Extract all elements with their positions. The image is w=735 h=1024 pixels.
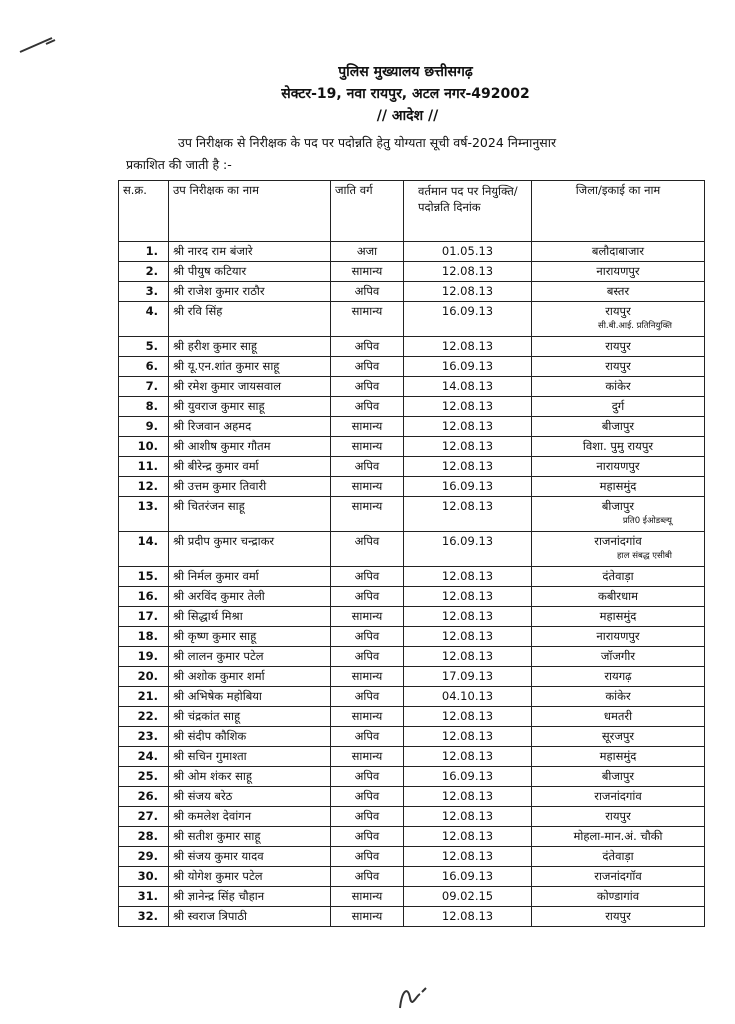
date-cell: 09.02.15 (404, 887, 532, 907)
serial-cell: 25. (119, 767, 169, 787)
date-cell: 12.08.13 (404, 262, 532, 282)
category-cell: अपिव (331, 457, 404, 477)
date-cell: 17.09.13 (404, 667, 532, 687)
category-cell: अपिव (331, 282, 404, 302)
district-cell (532, 262, 705, 282)
date-cell: 01.05.13 (404, 242, 532, 262)
district-name: रायपुर (605, 304, 631, 318)
category-cell: अजा (331, 242, 404, 262)
district-name: नारायणपुर (596, 629, 640, 643)
district-name: रायपुर (605, 809, 631, 823)
district-name: नारायणपुर (596, 264, 640, 278)
table-row (119, 302, 705, 337)
table-row (119, 417, 705, 437)
name-cell: श्री अरविंद कुमार तेली (169, 587, 331, 607)
header-category: जाति वर्ग (331, 181, 404, 242)
date-cell: 12.08.13 (404, 397, 532, 417)
district-cell (532, 497, 705, 532)
category-cell: सामान्य (331, 907, 404, 927)
serial-cell: 9. (119, 417, 169, 437)
district-cell (532, 567, 705, 587)
district-cell (532, 282, 705, 302)
date-cell: 12.08.13 (404, 282, 532, 302)
table-row (119, 497, 705, 532)
table-header-row (119, 181, 705, 242)
name-cell: श्री स्वराज त्रिपाठी (169, 907, 331, 927)
table-row (119, 767, 705, 787)
district-note: प्रति0 ईओडब्ल्यू (622, 516, 672, 526)
district-name: कांकेर (605, 689, 631, 703)
district-name: धमतरी (603, 709, 633, 723)
name-cell: श्री कमलेश देवांगन (169, 807, 331, 827)
district-cell (532, 867, 705, 887)
name-cell: श्री योगेश कुमार पटेल (169, 867, 331, 887)
serial-cell: 19. (119, 647, 169, 667)
name-cell: श्री संदीप कौशिक (169, 727, 331, 747)
district-name: राजनांदगॉव (594, 869, 642, 883)
name-cell: श्री सतीश कुमार साहू (169, 827, 331, 847)
date-cell: 12.08.13 (404, 587, 532, 607)
district-cell (532, 727, 705, 747)
category-cell: अपिव (331, 567, 404, 587)
district-cell (532, 587, 705, 607)
date-cell: 12.08.13 (404, 647, 532, 667)
name-cell: श्री नारद राम बंजारे (169, 242, 331, 262)
date-cell: 16.09.13 (404, 532, 532, 567)
district-name: राजनांदगांव (594, 789, 642, 803)
name-cell: श्री सिद्धार्थ मिश्रा (169, 607, 331, 627)
district-cell (532, 767, 705, 787)
serial-cell: 27. (119, 807, 169, 827)
category-cell: अपिव (331, 397, 404, 417)
serial-cell: 3. (119, 282, 169, 302)
district-cell (532, 607, 705, 627)
name-cell: श्री रवि सिंह (169, 302, 331, 337)
category-cell: सामान्य (331, 607, 404, 627)
date-cell: 16.09.13 (404, 302, 532, 337)
district-cell (532, 457, 705, 477)
name-cell: श्री निर्मल कुमार वर्मा (169, 567, 331, 587)
category-cell: सामान्य (331, 497, 404, 532)
category-cell: अपिव (331, 867, 404, 887)
district-cell (532, 627, 705, 647)
name-cell: श्री अशोक कुमार शर्मा (169, 667, 331, 687)
district-name: सूरजपुर (601, 729, 635, 743)
serial-cell: 30. (119, 867, 169, 887)
district-cell (532, 242, 705, 262)
category-cell: अपिव (331, 787, 404, 807)
name-cell: श्री हरीश कुमार साहू (169, 337, 331, 357)
date-cell: 12.08.13 (404, 907, 532, 927)
serial-cell: 21. (119, 687, 169, 707)
category-cell: सामान्य (331, 887, 404, 907)
table-row (119, 567, 705, 587)
date-cell: 12.08.13 (404, 787, 532, 807)
district-name: रायगढ़ (604, 669, 632, 683)
table-row (119, 437, 705, 457)
table-row (119, 397, 705, 417)
serial-cell: 28. (119, 827, 169, 847)
table-row (119, 647, 705, 667)
name-cell: श्री सचिन गुमाश्ता (169, 747, 331, 767)
category-cell: सामान्य (331, 477, 404, 497)
order-title: // आदेश // (376, 108, 439, 124)
name-cell: श्री आशीष कुमार गौतम (169, 437, 331, 457)
serial-cell: 14. (119, 532, 169, 567)
name-cell: श्री कृष्ण कुमार साहू (169, 627, 331, 647)
header-serial: स.क्र. (119, 181, 169, 242)
category-cell: अपिव (331, 767, 404, 787)
district-cell (532, 357, 705, 377)
date-cell: 12.08.13 (404, 497, 532, 532)
name-cell: श्री ओम शंकर साहू (169, 767, 331, 787)
district-name: दंतेवाड़ा (602, 569, 634, 583)
category-cell: अपिव (331, 627, 404, 647)
date-cell: 14.08.13 (404, 377, 532, 397)
serial-cell: 18. (119, 627, 169, 647)
name-cell: श्री संजय कुमार यादव (169, 847, 331, 867)
district-name: महासमुंद (599, 609, 637, 623)
name-cell: श्री चंद्रकांत साहू (169, 707, 331, 727)
district-cell (532, 827, 705, 847)
category-cell: अपिव (331, 337, 404, 357)
header-name: उप निरीक्षक का नाम (169, 181, 331, 242)
district-name: बीजापुर (601, 419, 635, 433)
table-row (119, 477, 705, 497)
district-note: हाल संबद्ध एसीबी (617, 551, 672, 561)
table-row (119, 337, 705, 357)
district-name: दुर्ग (611, 399, 625, 413)
pen-stroke-mark (0, 0, 80, 60)
date-cell: 12.08.13 (404, 457, 532, 477)
table-row (119, 607, 705, 627)
date-cell: 16.09.13 (404, 867, 532, 887)
district-cell (532, 887, 705, 907)
table-row (119, 587, 705, 607)
district-cell (532, 847, 705, 867)
district-name: बीजापुर (601, 499, 635, 513)
name-cell: श्री रिजवान अहमद (169, 417, 331, 437)
district-name: बस्तर (606, 284, 630, 298)
serial-cell: 8. (119, 397, 169, 417)
district-cell (532, 337, 705, 357)
category-cell: सामान्य (331, 262, 404, 282)
serial-cell: 15. (119, 567, 169, 587)
name-cell: श्री प्रदीप कुमार चन्द्राकर (169, 532, 331, 567)
intro-text-line2: प्रकाशित की जाती है :- (126, 157, 232, 172)
category-cell: सामान्य (331, 437, 404, 457)
date-cell: 16.09.13 (404, 477, 532, 497)
category-cell: अपिव (331, 532, 404, 567)
district-name: रायपुर (605, 909, 631, 923)
serial-cell: 17. (119, 607, 169, 627)
intro-text-line1: उप निरीक्षक से निरीक्षक के पद पर पदोन्नति हेतु योग्यता सूची वर्ष-2024 निम्नानुसार (178, 135, 557, 150)
category-cell: सामान्य (331, 707, 404, 727)
table-row (119, 377, 705, 397)
table-row (119, 667, 705, 687)
date-cell: 04.10.13 (404, 687, 532, 707)
district-name: जॉजगीर (600, 649, 636, 663)
category-cell: अपिव (331, 847, 404, 867)
name-cell: श्री पीयुष कटियार (169, 262, 331, 282)
header-district: जिला/इकाई का नाम (532, 181, 705, 242)
date-cell: 12.08.13 (404, 607, 532, 627)
district-cell (532, 807, 705, 827)
table-row (119, 262, 705, 282)
category-cell: अपिव (331, 647, 404, 667)
district-cell (532, 647, 705, 667)
category-cell: अपिव (331, 807, 404, 827)
category-cell: अपिव (331, 727, 404, 747)
name-cell: श्री राजेश कुमार राठौर (169, 282, 331, 302)
district-name: कबीरधाम (597, 589, 638, 603)
date-cell: 12.08.13 (404, 707, 532, 727)
office-address: सेक्टर-19, नवा रायपुर, अटल नगर-492002 (281, 86, 530, 102)
district-name: कोण्डागांव (596, 889, 640, 903)
serial-cell: 26. (119, 787, 169, 807)
district-name: नारायणपुर (596, 459, 640, 473)
category-cell: अपिव (331, 687, 404, 707)
category-cell: सामान्य (331, 417, 404, 437)
district-cell (532, 437, 705, 457)
district-name: बलौदाबाजार (591, 244, 645, 258)
district-name: महासमुंद (599, 479, 637, 493)
serial-cell: 31. (119, 887, 169, 907)
signature-mark (394, 978, 434, 1018)
serial-cell: 24. (119, 747, 169, 767)
table-row (119, 357, 705, 377)
district-cell (532, 477, 705, 497)
name-cell: श्री रमेश कुमार जायसवाल (169, 377, 331, 397)
category-cell: सामान्य (331, 747, 404, 767)
eligibility-list-table (118, 180, 705, 927)
date-cell: 12.08.13 (404, 437, 532, 457)
serial-cell: 12. (119, 477, 169, 497)
district-cell (532, 747, 705, 767)
name-cell: श्री ज्ञानेन्द्र सिंह चौहान (169, 887, 331, 907)
table-row (119, 747, 705, 767)
category-cell: अपिव (331, 827, 404, 847)
name-cell: श्री यू.एन.शांत कुमार साहू (169, 357, 331, 377)
table-row (119, 907, 705, 927)
district-cell (532, 787, 705, 807)
district-cell (532, 687, 705, 707)
serial-cell: 16. (119, 587, 169, 607)
district-cell (532, 397, 705, 417)
serial-cell: 6. (119, 357, 169, 377)
table-row (119, 707, 705, 727)
table-row (119, 457, 705, 477)
serial-cell: 5. (119, 337, 169, 357)
district-note: सी.बी.आई. प्रतिनियुक्ति (597, 321, 672, 331)
serial-cell: 2. (119, 262, 169, 282)
header-appointment-date: वर्तमान पद पर नियुक्ति/पदोन्नति दिनांक (404, 181, 532, 242)
district-name: बीजापुर (601, 769, 635, 783)
date-cell: 12.08.13 (404, 337, 532, 357)
district-cell (532, 302, 705, 337)
date-cell: 12.08.13 (404, 827, 532, 847)
serial-cell: 10. (119, 437, 169, 457)
district-name: रायपुर (605, 359, 631, 373)
district-name: दंतेवाड़ा (602, 849, 634, 863)
serial-cell: 32. (119, 907, 169, 927)
serial-cell: 29. (119, 847, 169, 867)
district-cell (532, 667, 705, 687)
date-cell: 16.09.13 (404, 357, 532, 377)
date-cell: 12.08.13 (404, 807, 532, 827)
district-cell (532, 377, 705, 397)
name-cell: श्री चितरंजन साहू (169, 497, 331, 532)
category-cell: सामान्य (331, 667, 404, 687)
district-name: विशा. पुमु रायपुर (582, 439, 654, 453)
table-row (119, 282, 705, 302)
serial-cell: 7. (119, 377, 169, 397)
name-cell: श्री लालन कुमार पटेल (169, 647, 331, 667)
serial-cell: 23. (119, 727, 169, 747)
serial-cell: 13. (119, 497, 169, 532)
district-name: महासमुंद (599, 749, 637, 763)
district-name: कांकेर (605, 379, 631, 393)
serial-cell: 1. (119, 242, 169, 262)
date-cell: 12.08.13 (404, 627, 532, 647)
table-row (119, 787, 705, 807)
date-cell: 12.08.13 (404, 727, 532, 747)
table-row (119, 807, 705, 827)
serial-cell: 4. (119, 302, 169, 337)
category-cell: अपिव (331, 377, 404, 397)
date-cell: 12.08.13 (404, 567, 532, 587)
category-cell: अपिव (331, 587, 404, 607)
serial-cell: 20. (119, 667, 169, 687)
district-name: रायपुर (605, 339, 631, 353)
name-cell: श्री अभिषेक महोबिया (169, 687, 331, 707)
table-row (119, 687, 705, 707)
name-cell: श्री बीरेन्द्र कुमार वर्मा (169, 457, 331, 477)
category-cell: अपिव (331, 357, 404, 377)
date-cell: 12.08.13 (404, 417, 532, 437)
table-row (119, 887, 705, 907)
name-cell: श्री युवराज कुमार साहू (169, 397, 331, 417)
category-cell: सामान्य (331, 302, 404, 337)
district-cell (532, 532, 705, 567)
table-row (119, 847, 705, 867)
date-cell: 16.09.13 (404, 767, 532, 787)
table-row (119, 532, 705, 567)
table-row (119, 827, 705, 847)
table-row (119, 627, 705, 647)
table-row (119, 727, 705, 747)
name-cell: श्री संजय बरेठ (169, 787, 331, 807)
office-name: पुलिस मुख्यालय छत्तीसगढ़ (338, 64, 473, 80)
district-name: मोहला-मान.अं. चौकी (573, 829, 663, 843)
date-cell: 12.08.13 (404, 747, 532, 767)
table-row (119, 867, 705, 887)
date-cell: 12.08.13 (404, 847, 532, 867)
table-row (119, 242, 705, 262)
district-name: राजनांदगांव (594, 534, 642, 548)
name-cell: श्री उत्तम कुमार तिवारी (169, 477, 331, 497)
serial-cell: 11. (119, 457, 169, 477)
district-cell (532, 707, 705, 727)
serial-cell: 22. (119, 707, 169, 727)
district-cell (532, 417, 705, 437)
district-cell (532, 907, 705, 927)
